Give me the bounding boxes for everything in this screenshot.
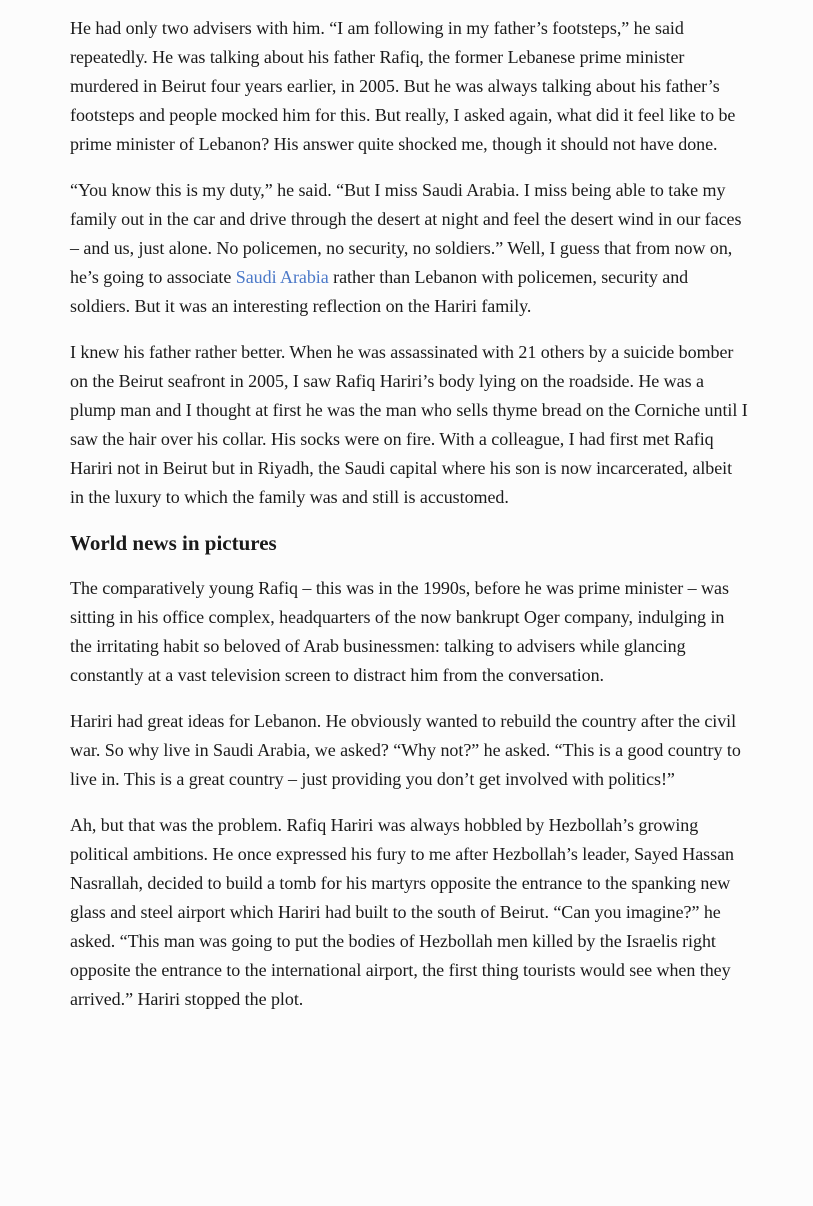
paragraph-duty-text-end: rather than Lebanon with policemen, security and soldiers. But it was an interesting reflection on the Hariri family. [70,267,689,316]
paragraph-advisers: He had only two advisers with him. “I am following in my father’s footsteps,” he said repeatedly. He was talking about his father Rafiq, the former Lebanese prime minister murdered in Beirut four years earlier, in 2005. But he was always talking about his father’s footsteps and people mocked him for this. But really, I asked again, what did it feel like to be prime minister of Lebanon? His answer quite shocked me, though it should not have done. [70,18,736,154]
article-body [70,14,750,1031]
paragraph-father: I knew his father rather better. When he was assassinated with 21 others by a suicide bomber on the Beirut seafront in 2005, I saw Rafiq Hariri’s body lying on the roadside. He was a plump man and I thought at first he was the man who sells thyme bread on the Corniche until I saw the hair over his collar. His socks were on fire. With a colleague, I had first met Rafiq Hariri not in Beirut but in Riyadh, the Saudi capital where his son is now incarcerated, albeit in the luxury to which the family was and still is accustomed. [70,342,748,507]
paragraph-duty [70,176,750,321]
paragraph-duty-text-start: “You know this is my duty,” he said. “But I miss Saudi Arabia. I miss being able to take my family out in the car and drive through the desert at night and feel the desert wind in our faces – and us, just alone. No policemen, no security, no soldiers.” Well, I guess that from now on, he’s going to associate [70,180,742,287]
paragraph-problem: Ah, but that was the problem. Rafiq Hariri was always hobbled by Hezbollah’s growing political ambitions. He once expressed his fury to me after Hezbollah’s leader, Sayed Hassan Nasrallah, decided to build a tomb for his martyrs opposite the entrance to the spanking new glass and steel airport which Hariri had built to the south of Beirut. “Can you imagine?” he asked. “This man was going to put the bodies of Hezbollah men killed by the Israelis right opposite the entrance to the international airport, the first thing tourists would see when they arrived.” Hariri stopped the plot. [70,815,734,1009]
paragraph-great-ideas: Hariri had great ideas for Lebanon. He obviously wanted to rebuild the country after the civil war. So why live in Saudi Arabia, we asked? “Why not?” he asked. “This is a good country to live in. This is a great country – just providing you don’t get involved with politics!” [70,711,741,789]
section-heading: World news in pictures [70,531,277,555]
saudi-arabia-link[interactable]: Saudi Arabia [235,267,329,287]
paragraph-young-rafiq: The comparatively young Rafiq – this was in the 1990s, before he was prime minister – was sitting in his office complex, headquarters of the now bankrupt Oger company, indulging in the irritating habit so beloved of Arab businessmen: talking to advisers while glancing constantly at a vast television screen to distract him from the conversation. [70,578,729,685]
